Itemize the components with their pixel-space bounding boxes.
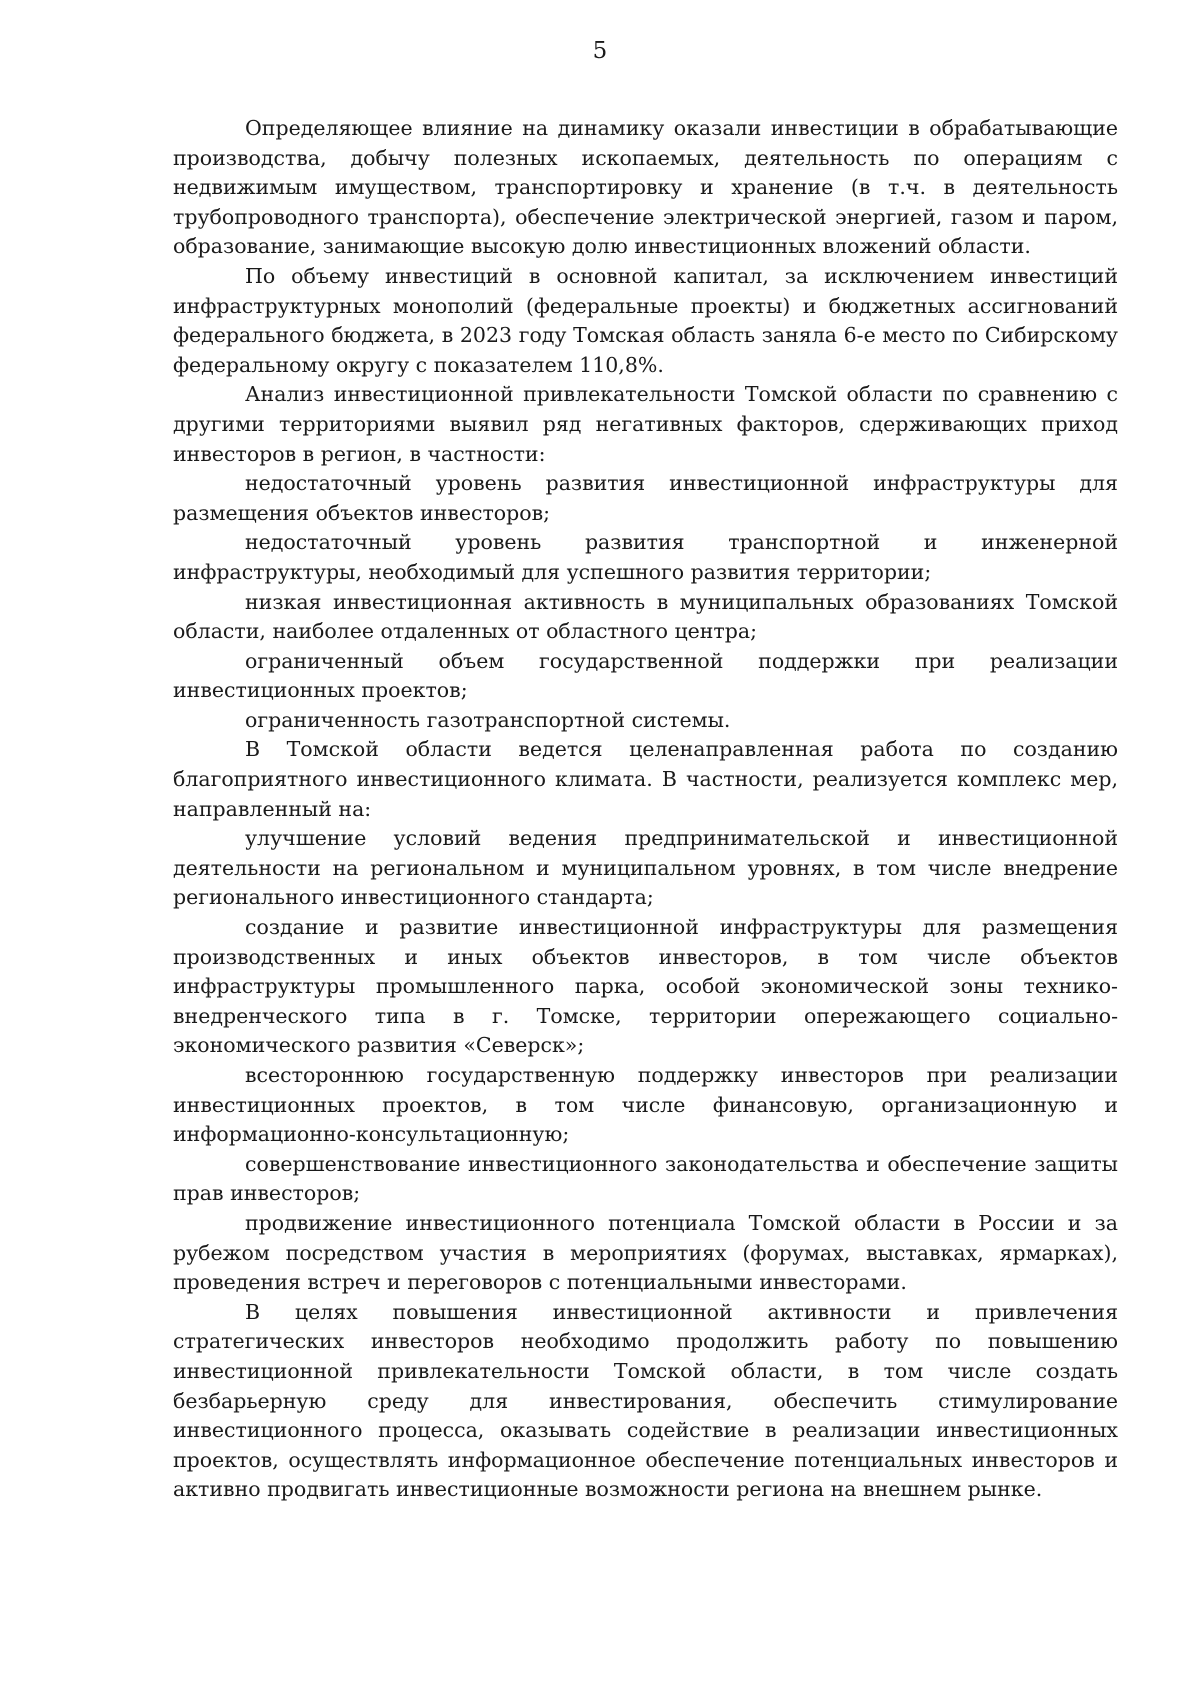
document-body: [173, 114, 1118, 1505]
paragraph-conclusion: В целях повышения инвестиционной активности и привлечения стратегических инвесторов необходимо продолжить работу по повышению инвестиционной привлекательности Томской области, в том числе создать безбарьерную среду для инвестирования, обеспечить стимулирование инвестиционного процесса, оказывать содействие в реализации инвестиционных проектов, осуществлять информационное обеспечение потенциальных инвесторов и активно продвигать инвестиционные возможности региона на внешнем рынке.: [173, 1299, 1118, 1502]
page-number: 5: [592, 38, 608, 64]
list-item-transport-infrastructure: недостаточный уровень развития транспортной и инженерной инфраструктуры, необходимый для успешного развития территории;: [173, 530, 1118, 584]
list-item-gas-system: ограниченность газотранспортной системы.: [245, 707, 731, 732]
list-item-investment-infrastructure: недостаточный уровень развития инвестиционной инфраструктуры для размещения объектов инвесторов;: [173, 471, 1118, 525]
list-item-infrastructure-development: создание и развитие инвестиционной инфраструктуры для размещения производственных и иных объектов инвесторов, в том числе объектов инфраструктуры промышленного парка, особой экономической зоны технико-внедренческого типа в г. Томске, территории опережающего социально-экономического развития «Северск»;: [173, 915, 1118, 1058]
list-item-municipal-activity: низкая инвестиционная активность в муниципальных образованиях Томской области, наиболее отдаленных от областного центра;: [173, 589, 1118, 644]
paragraph-sfo-ranking: По объему инвестиций в основной капитал, за исключением инвестиций инфраструктурных монополий (федеральные проекты) и бюджетных ассигнований федерального бюджета, в 2023 году Томская область заняла 6-е место по Сибирскому федеральному округу с показателем 110,8%.: [173, 263, 1118, 377]
paragraph-negative-factors-intro: Анализ инвестиционной привлекательности Томской области по сравнению с другими территориями выявил ряд негативных факторов, сдерживающих приход инвесторов в регион, в частности:: [173, 382, 1118, 466]
list-item-legislation: совершенствование инвестиционного законодательства и обеспечение защиты прав инвесторов;: [173, 1151, 1118, 1206]
paragraph-investment-dynamics: Определяющее влияние на динамику оказали инвестиции в обрабатывающие производства, добычу полезных ископаемых, деятельность по операциям с недвижимым имуществом, транспортировку и хранение (в т.ч. в деятельность трубопроводного транспорта), обеспечение электрической энергией, газом и паром, образование, занимающие высокую долю инвестиционных вложений области.: [173, 116, 1118, 259]
list-item-state-support: ограниченный объем государственной поддержки при реализации инвестиционных проектов;: [173, 648, 1118, 703]
paragraph-measures-intro: В Томской области ведется целенаправленная работа по созданию благоприятного инвестиционного климата. В частности, реализуется комплекс мер, направленный на:: [173, 737, 1118, 821]
list-item-comprehensive-support: всестороннюю государственную поддержку инвесторов при реализации инвестиционных проектов, в том числе финансовую, организационную и информационно-консультационную;: [173, 1063, 1118, 1147]
list-item-promotion: продвижение инвестиционного потенциала Томской области в России и за рубежом посредством участия в мероприятиях (форумах, выставках, ярмарках), проведения встреч и переговоров с потенциальными инвесторами.: [173, 1210, 1118, 1295]
list-item-business-conditions: улучшение условий ведения предпринимательской и инвестиционной деятельности на региональном и муниципальном уровнях, в том числе внедрение регионального инвестиционного стандарта;: [173, 826, 1118, 910]
